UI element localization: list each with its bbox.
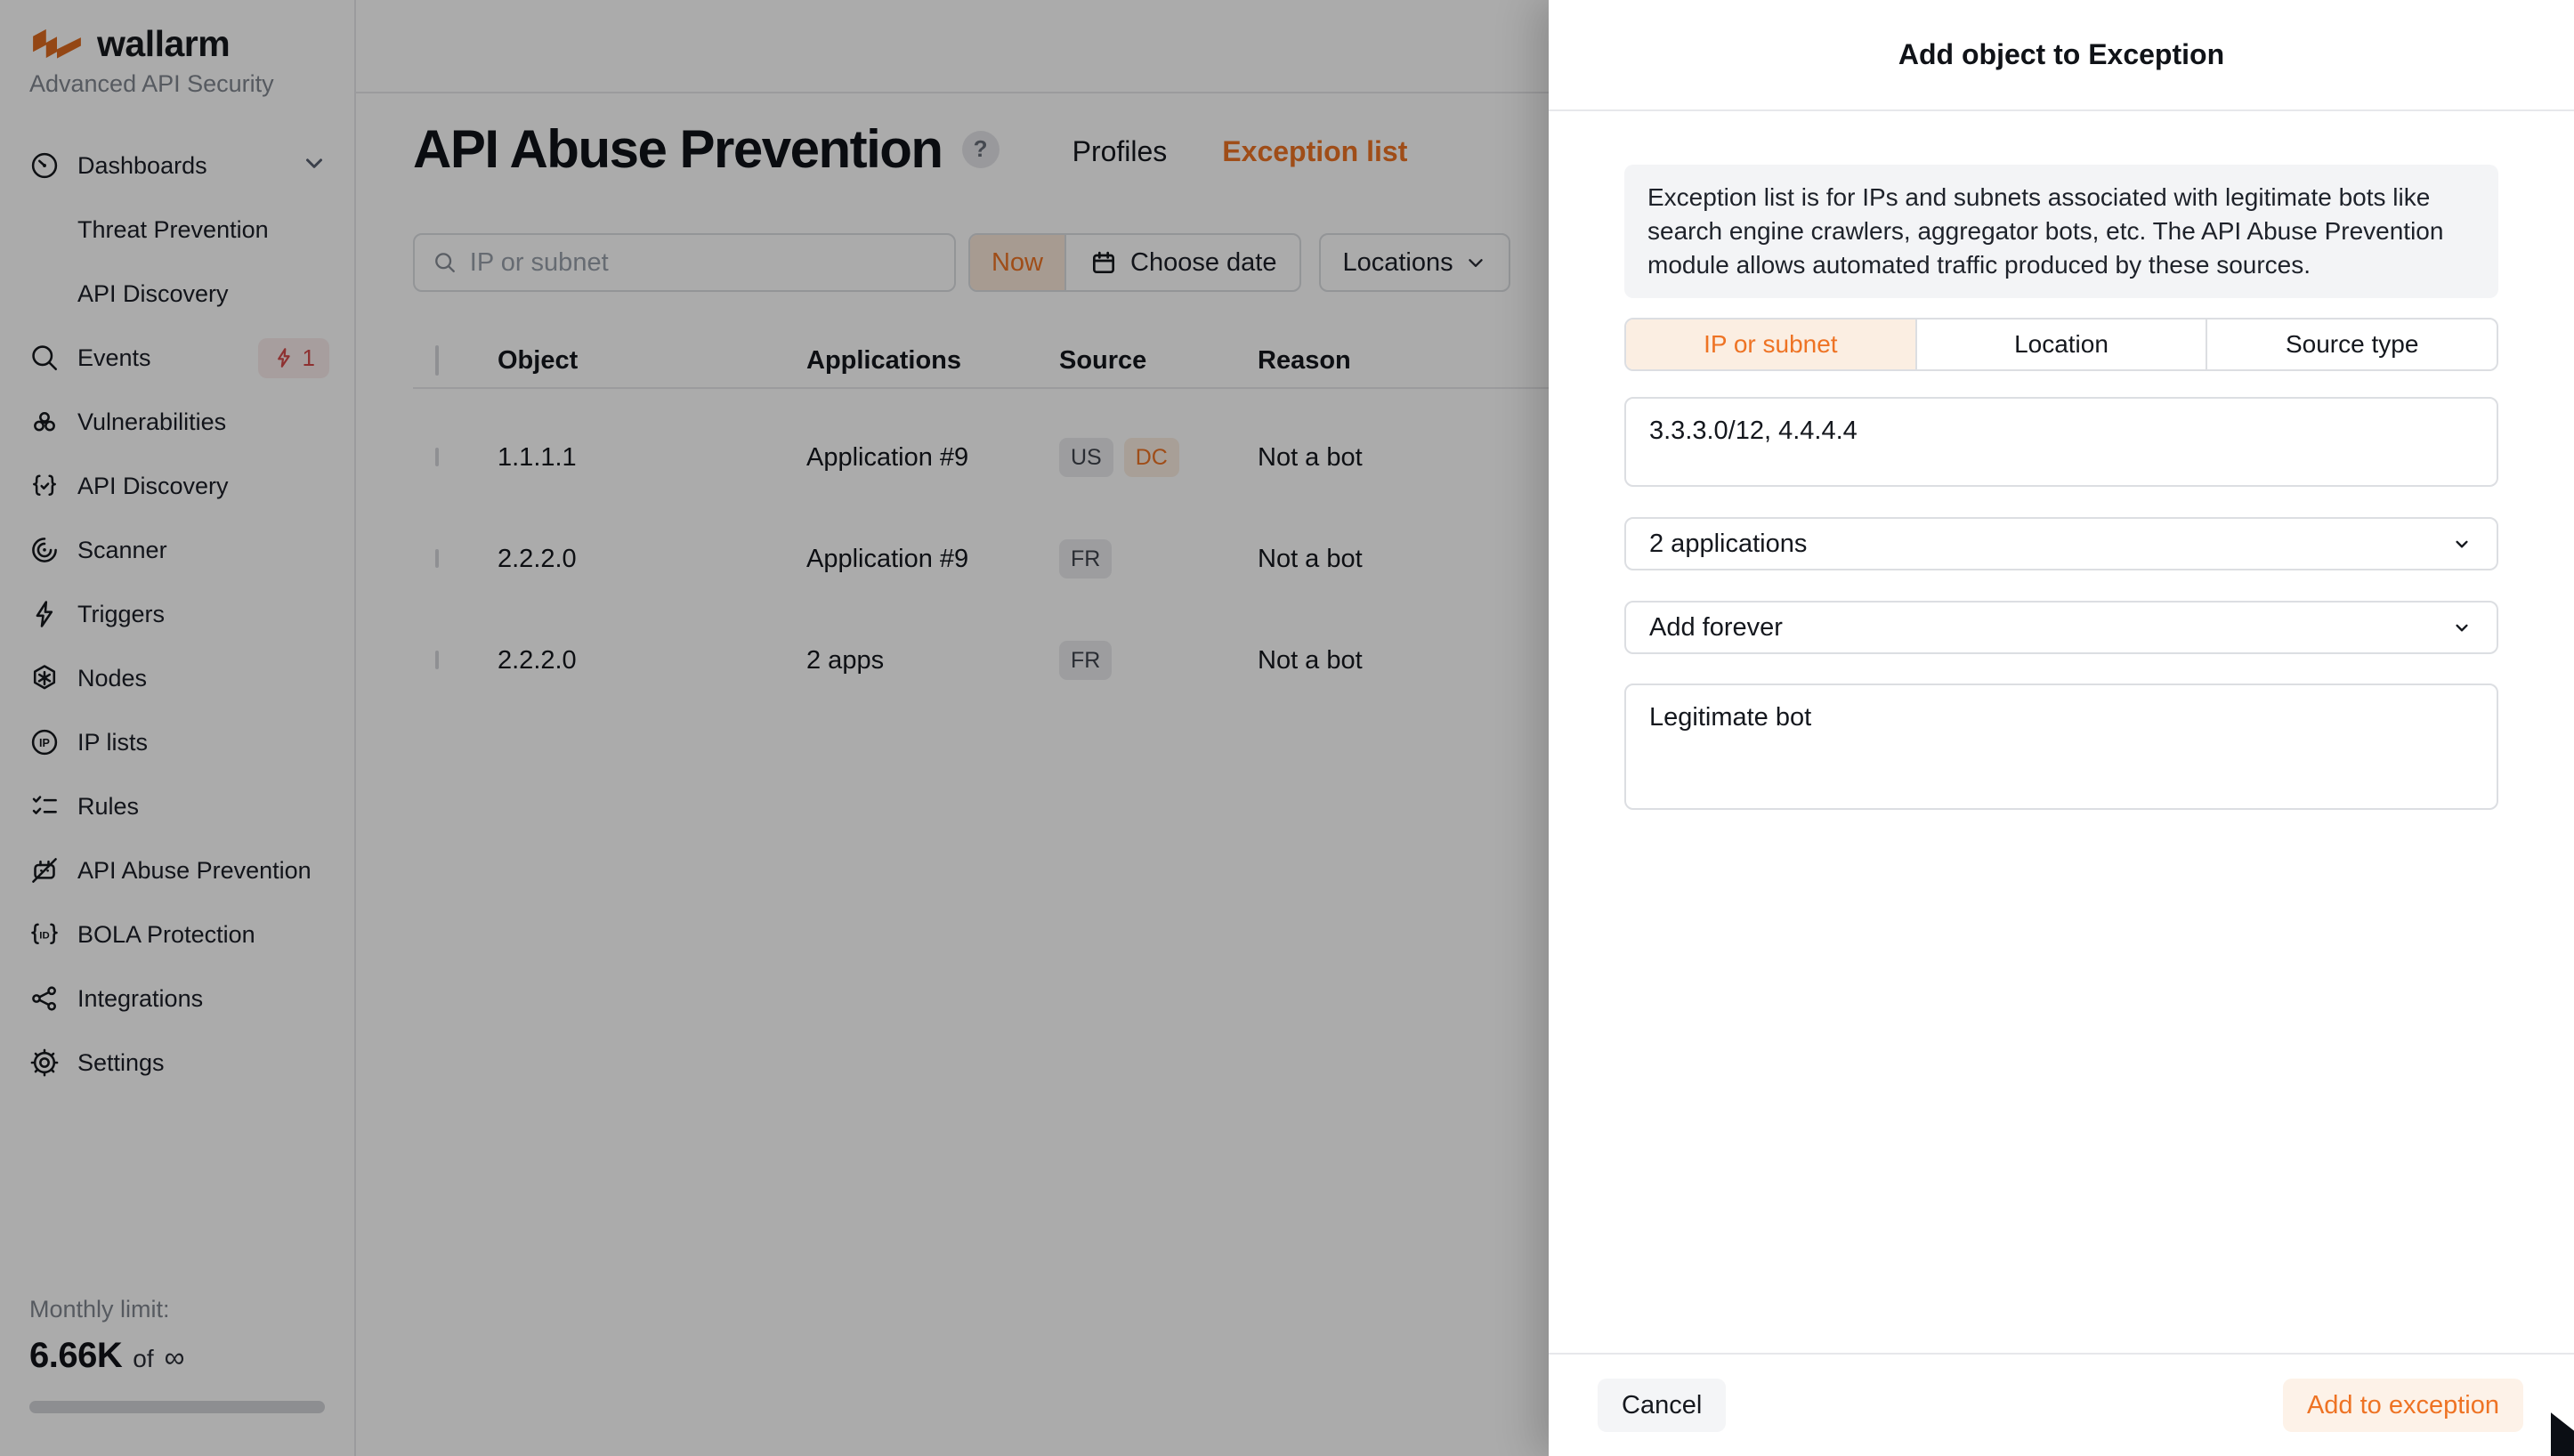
sidebar-item-label: Rules [77, 792, 140, 820]
modal-tab-location[interactable]: Location [1917, 320, 2208, 369]
sidebar-item-label: Vulnerabilities [77, 408, 227, 435]
sidebar-item-label: API Discovery [77, 472, 229, 499]
source-badge: FR [1059, 539, 1112, 578]
choose-date-button[interactable]: Choose date [1066, 235, 1299, 290]
column-header-applications: Applications [806, 345, 962, 375]
sidebar-item-label: BOLA Protection [77, 920, 255, 948]
chevron-down-icon [2450, 532, 2473, 555]
source-badge: US [1059, 438, 1113, 477]
tab-exception-list[interactable]: Exception list [1222, 135, 1408, 167]
modal-header [1549, 0, 2574, 111]
brand-subtitle: Advanced API Security [29, 70, 274, 97]
sidebar-item-label: IP lists [77, 728, 149, 756]
modal-title: Add object to Exception [1898, 38, 2225, 70]
cell-object: 1.1.1.1 [498, 442, 577, 472]
cell-reason: Not a bot [1258, 442, 1363, 472]
source-badge: FR [1059, 641, 1112, 680]
tab-profiles[interactable]: Profiles [1072, 135, 1168, 167]
monthly-limit-label: Monthly limit: [29, 1296, 170, 1323]
sidebar-item-label: Events [77, 344, 151, 371]
sidebar-item-label: Nodes [77, 664, 148, 692]
now-button[interactable]: Now [970, 235, 1066, 290]
column-header-reason: Reason [1258, 345, 1351, 375]
cell-reason: Not a bot [1258, 645, 1363, 675]
sidebar-item-label: Integrations [77, 984, 204, 1012]
add-to-exception-button[interactable]: Add to exception [2283, 1379, 2523, 1432]
chevron-down-icon [2450, 616, 2473, 639]
locations-dropdown[interactable]: Locations [1319, 233, 1510, 292]
sidebar-item-label: Threat Prevention [77, 215, 269, 243]
infinity-icon: ∞ [164, 1341, 185, 1373]
applications-select[interactable]: 2 applications [1624, 517, 2498, 570]
cell-object: 2.2.2.0 [498, 544, 577, 573]
mouse-cursor [2531, 1404, 2574, 1456]
cell-applications: Application #9 [806, 544, 969, 573]
ip-subnet-textarea[interactable]: 3.3.3.0/12, 4.4.4.4 [1624, 397, 2498, 487]
monthly-limit-value: 6.66K of ∞ [29, 1336, 185, 1375]
svg-text:IP: IP [39, 736, 50, 749]
modal-footer [1549, 1353, 2574, 1456]
cell-applications: 2 apps [806, 645, 885, 675]
cell-applications: Application #9 [806, 442, 969, 472]
column-header-object: Object [498, 345, 579, 375]
cell-reason: Not a bot [1258, 544, 1363, 573]
sidebar-item-label: Triggers [77, 600, 166, 627]
source-badge: DC [1124, 438, 1179, 477]
add-exception-modal [1549, 0, 2574, 1456]
events-count-badge: 1 [258, 338, 329, 378]
sidebar-item-label: API Abuse Prevention [77, 856, 312, 884]
sidebar-item-label: Scanner [77, 536, 167, 563]
modal-tab-source-type[interactable]: Source type [2285, 330, 2419, 358]
sidebar-item-label: Settings [77, 1048, 165, 1076]
sidebar-item-label: Dashboards [77, 151, 207, 179]
modal-tab-ip-or-subnet[interactable]: IP or subnet [1626, 320, 1917, 369]
cancel-button[interactable]: Cancel [1598, 1379, 1726, 1432]
object-type-tabs [1624, 318, 2498, 371]
brand-name: wallarm [97, 23, 231, 64]
sidebar-item-label: API Discovery [77, 279, 229, 307]
duration-select[interactable]: Add forever [1624, 601, 2498, 654]
reason-textarea[interactable]: Legitimate bot [1624, 684, 2498, 810]
cell-object: 2.2.2.0 [498, 645, 577, 675]
svg-text:ID: ID [39, 930, 50, 942]
modal-description: Exception list is for IPs and subnets associated with legitimate bots like search engine crawlers, aggregator bots, etc. The API Abuse Prevention module allows automated traffic produced by these sources. [1624, 165, 2498, 298]
column-header-source: Source [1059, 345, 1147, 375]
help-icon[interactable]: ? [962, 131, 1000, 168]
page-title: API Abuse Prevention [413, 119, 943, 179]
